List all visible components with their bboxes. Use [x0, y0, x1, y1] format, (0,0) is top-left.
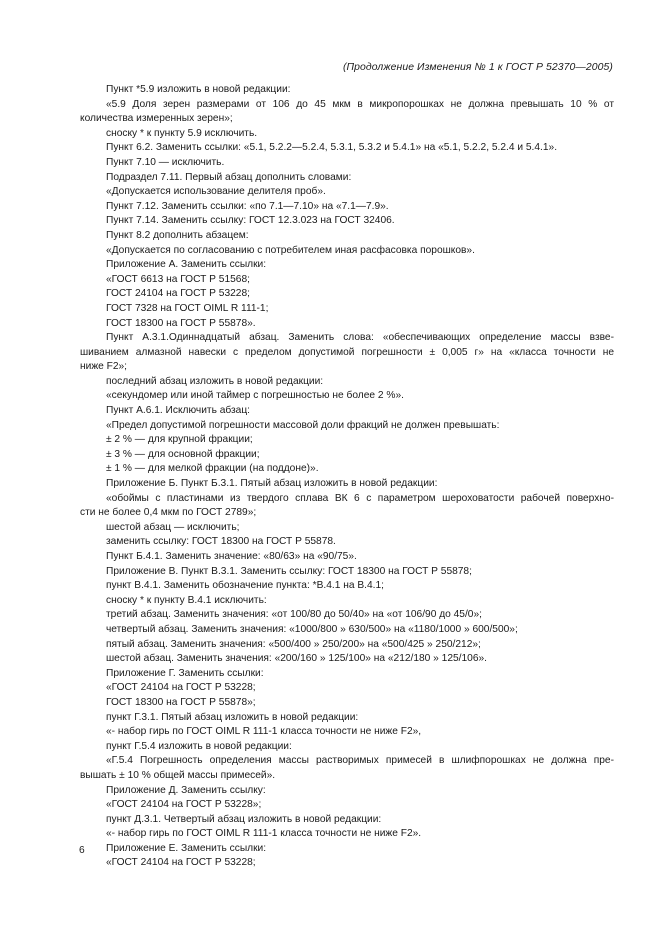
page-number: 6	[79, 845, 85, 856]
text-line: пункт Г.5.4 изложить в новой редакции:	[106, 740, 292, 752]
text-line: «Г.5.4 Погрешность определения массы растворимых примесей в шлифпорошках не должна пре-	[106, 755, 614, 767]
amendment-body	[80, 83, 614, 871]
text-line: «ГОСТ 24104 на ГОСТ Р 53228;	[106, 682, 256, 694]
text-line: ниже F2»;	[80, 361, 128, 373]
text-line: ± 1 % — для мелкой фракции (на поддоне)».	[106, 463, 319, 475]
running-header: (Продолжение Изменения № 1 к ГОСТ Р 52370—2005)	[342, 62, 613, 73]
text-line: «ГОСТ 24104 на ГОСТ Р 53228»;	[106, 799, 262, 811]
text-line: «- набор гирь по ГОСТ OIML R 111-1 класса точности не ниже F2».	[106, 828, 422, 840]
text-line: Пункт 7.12. Заменить ссылки: «по 7.1—7.10» на «7.1—7.9».	[106, 200, 389, 212]
text-line: пятый абзац. Заменить значения: «500/400 » 250/200» на «500/425 » 250/212»;	[106, 638, 481, 650]
text-line: Пункт А.3.1.Одиннадцатый абзац. Заменить слова: «обеспечивающих определение массы взве-	[106, 332, 614, 344]
text-line: Приложение Б. Пункт Б.3.1. Пятый абзац изложить в новой редакции:	[106, 478, 438, 490]
text-line: Приложение Е. Заменить ссылки:	[106, 842, 267, 854]
text-line: ± 2 % — для крупной фракции;	[106, 434, 253, 446]
text-line: ГОСТ 18300 на ГОСТ Р 55878»;	[106, 696, 256, 708]
text-line: Пункт 7.14. Заменить ссылку: ГОСТ 12.3.023 на ГОСТ 32406.	[106, 215, 395, 227]
text-line: «Предел допустимой погрешности массовой доли фракций не должен превышать:	[106, 419, 500, 431]
text-line: пункт Д.3.1. Четвертый абзац изложить в новой редакции:	[106, 813, 382, 825]
text-line: Приложение Г. Заменить ссылки:	[106, 667, 264, 679]
text-line: ± 3 % — для основной фракции;	[106, 448, 260, 460]
text-line: «ГОСТ 24104 на ГОСТ Р 53228;	[106, 857, 256, 869]
text-line: «секундомер или иной таймер с погрешностью не более 2 %».	[106, 390, 404, 402]
text-line: Подраздел 7.11. Первый абзац дополнить словами:	[106, 171, 352, 183]
text-line: количества измеренных зерен»;	[80, 113, 233, 125]
text-line: ГОСТ 24104 на ГОСТ Р 53228;	[106, 288, 250, 300]
text-line: Пункт 7.10 — исключить.	[106, 156, 225, 168]
text-line: Пункт *5.9 изложить в новой редакции:	[106, 84, 291, 95]
text-line: «Допускается по согласованию с потребителем иная расфасовка порошков».	[106, 244, 475, 256]
text-line: последний абзац изложить в новой редакции:	[106, 375, 324, 387]
text-line: Пункт А.6.1. Исключить абзац:	[106, 405, 250, 417]
text-line: сноску * к пункту В.4.1 исключить:	[106, 594, 267, 606]
text-line: ГОСТ 7328 на ГОСТ OIML R 111-1;	[106, 302, 269, 314]
text-line: «обоймы с пластинами из твердого сплава ВК 6 с параметром шероховатости рабочей поверхно-	[106, 492, 614, 504]
text-line: сти не более 0,4 мкм по ГОСТ 2789»;	[80, 507, 257, 519]
text-line: третий абзац. Заменить значения: «от 100/80 до 50/40» на «от 106/90 до 45/0»;	[106, 609, 482, 621]
text-line: шестой абзац. Заменить значения: «200/160 » 125/100» на «212/180 » 125/106».	[106, 653, 487, 665]
text-line: шиванием алмазной навески с пределом допустимой погрешности ± 0,005 г» на «класса точности не	[80, 346, 614, 358]
text-line: «Допускается использование делителя проб».	[106, 186, 326, 198]
text-line: вышать ± 10 % общей массы примесей».	[80, 769, 276, 781]
text-line: Пункт 8.2 дополнить абзацем:	[106, 229, 249, 241]
text-line: шестой абзац — исключить;	[106, 521, 240, 533]
text-line: «ГОСТ 6613 на ГОСТ Р 51568;	[106, 273, 250, 285]
text-line: «- набор гирь по ГОСТ OIML R 111-1 класса точности не ниже F2»,	[106, 726, 422, 738]
text-line: заменить ссылку: ГОСТ 18300 на ГОСТ Р 55878.	[106, 536, 336, 548]
text-line: четвертый абзац. Заменить значения: «1000/800 » 630/500» на «1180/1000 » 600/500»;	[106, 623, 518, 635]
text-line: ГОСТ 18300 на ГОСТ Р 55878».	[106, 317, 256, 329]
text-line: Приложение Д. Заменить ссылку:	[106, 784, 266, 796]
text-line: Пункт 6.2. Заменить ссылки: «5.1, 5.2.2—5.2.4, 5.3.1, 5.3.2 и 5.4.1» на «5.1, 5.2.2, 5.2.4 и 5.4.1».	[106, 142, 558, 154]
text-line: Приложение А. Заменить ссылки:	[106, 259, 267, 271]
text-line: «5.9 Доля зерен размерами от 106 до 45 мкм в микропорошках не должна превышать 10 % от	[106, 98, 614, 110]
text-line: пункт Г.3.1. Пятый абзац изложить в новой редакции:	[106, 711, 359, 723]
text-line: Пункт Б.4.1. Заменить значение: «80/63» на «90/75».	[106, 551, 357, 562]
text-line: Приложение В. Пункт В.3.1. Заменить ссылку: ГОСТ 18300 на ГОСТ Р 55878;	[106, 565, 472, 577]
text-line: пункт В.4.1. Заменить обозначение пункта: *В.4.1 на В.4.1;	[106, 580, 384, 592]
text-line: сноску * к пункту 5.9 исключить.	[106, 127, 258, 139]
